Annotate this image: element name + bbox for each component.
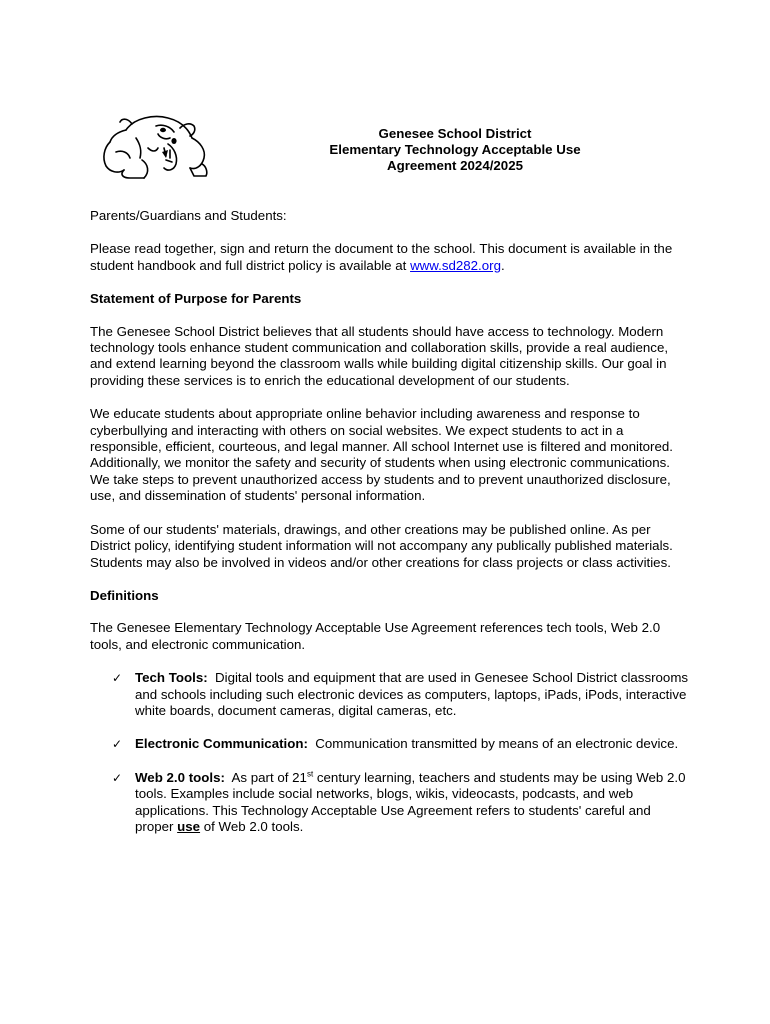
agreement-year: Agreement 2024/2025: [386, 158, 523, 173]
district-name: Genesee School District: [378, 126, 532, 141]
definition-text: Communication transmitted by means of an electronic device.: [315, 736, 679, 752]
purpose-heading: Statement of Purpose for Parents: [90, 291, 302, 307]
definition-term: Web 2.0 tools:: [135, 769, 225, 785]
definition-text: Digital tools and equipment that are used in Genesee School District classrooms and schools including such electronic devices as computers, laptops, iPads, iPods, interactive white boards, document cameras, digital cameras, etc.: [135, 670, 689, 718]
document-title-block: [280, 126, 630, 174]
salutation: Parents/Guardians and Students:: [90, 208, 287, 223]
definition-tech-tools: [90, 670, 690, 719]
district-website-link[interactable]: www.sd282.org: [410, 257, 501, 273]
agreement-title: Elementary Technology Acceptable Use: [329, 142, 581, 157]
document-body: [90, 208, 690, 852]
definition-term: Electronic Communication:: [135, 736, 308, 752]
definitions-heading: Definitions: [90, 587, 159, 603]
purpose-paragraph-3: Some of our students' materials, drawings, and other creations may be published online. As per District policy, identifying student information will not accompany any publically published materials. Students may also be involved in videos and/or other creations for class projects or class activities.: [90, 521, 673, 570]
purpose-paragraph-2: We educate students about appropriate online behavior including awareness and response to cyberbullying and interacting with others on social websites. We expect students to act in a responsible, efficient, courteous, and legal manner. All school Internet use is filtered and monitored. Additionally, we monitor the safety and security of students when using electronic communications. We take steps to prevent unauthorized access by students and to prevent unauthorized disclosure, use, and dissemination of students' personal information.: [90, 406, 673, 504]
definitions-list: [90, 670, 690, 835]
definition-web-tools: [90, 770, 690, 836]
checkmark-icon: ✓: [112, 671, 123, 686]
definition-text-part-a: As part of 21: [231, 769, 307, 785]
ordinal-suffix: st: [306, 769, 314, 779]
emphasized-use: use: [177, 818, 201, 834]
intro-paragraph: [90, 241, 690, 274]
definition-electronic-communication: [90, 736, 690, 752]
purpose-paragraph-1: The Genesee School District believes that all students should have access to technology. Modern technology tools enhance student communication and collaboration skills, provide a real audience, and extend learning beyond the classroom walls while building digital citizenship skills. Our goal in providing these services is to enrich the educational development of our students.: [90, 323, 669, 388]
checkmark-icon: ✓: [112, 770, 123, 785]
definition-text-part-c: of Web 2.0 tools.: [200, 818, 304, 834]
bulldog-mascot-logo: [96, 108, 214, 180]
definition-term: Tech Tools:: [135, 670, 208, 686]
intro-text: Please read together, sign and return the document to the school. This document is available in the student handbook and full district policy is available at: [90, 241, 673, 273]
definition-text-part-b: century learning, teachers and students may be using Web 2.0 tools. Examples include social networks, blogs, wikis, videocasts, podcasts, and web applications. This Technology Acceptable Use Agreement refers to students' careful and proper: [135, 769, 686, 834]
definitions-intro: The Genesee Elementary Technology Acceptable Use Agreement references tech tools, Web 2.0 tools, and electronic communication.: [90, 620, 661, 652]
intro-period: .: [500, 257, 505, 273]
checkmark-icon: ✓: [112, 737, 123, 752]
